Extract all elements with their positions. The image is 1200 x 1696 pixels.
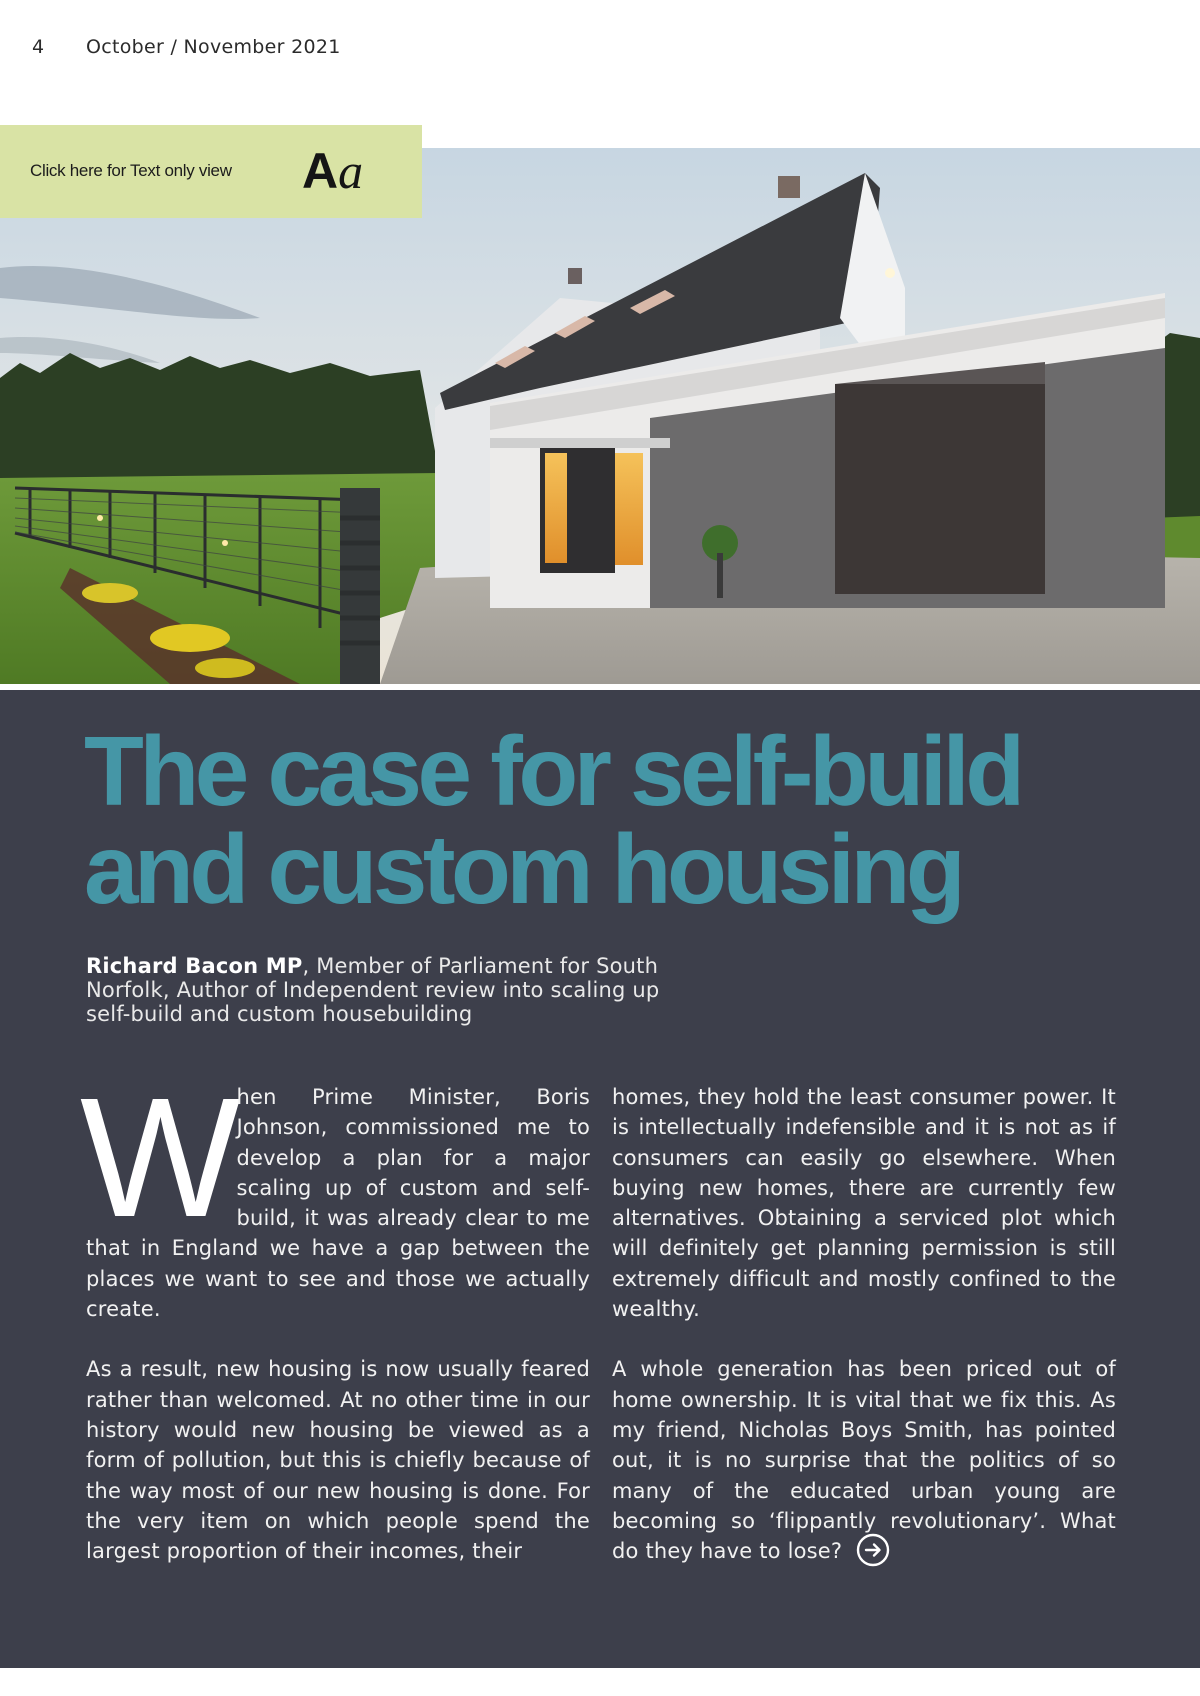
paragraph-1 — [80, 1063, 590, 1324]
paragraph-3-text: A whole generation has been priced out of home ownership. It is vital that we fix this. As my friend, Nicholas Boys Smith, has pointed out, it is no surprise that the politics of so many of the educated urban young are becoming so ‘flippantly revolutionary’. What do they have to lose? — [612, 1357, 1116, 1564]
article-panel — [0, 690, 1200, 1668]
paragraph-3 — [612, 1354, 1116, 1567]
text-only-view-button[interactable] — [0, 125, 422, 218]
page-footer-band — [0, 1668, 1200, 1696]
paragraph-2 — [86, 1354, 590, 1566]
headline-line-1: The case for self-build — [84, 716, 1021, 826]
arrow-right-circle-icon[interactable] — [856, 1533, 890, 1567]
drop-cap: W — [80, 1063, 231, 1253]
text-size-icon-small: a — [338, 143, 364, 199]
article-headline — [84, 716, 1124, 924]
article-column-right — [612, 1082, 1116, 1567]
byline — [86, 954, 686, 1026]
text-size-icon-big: A — [302, 143, 339, 199]
author-name: Richard Bacon MP — [86, 954, 303, 978]
paragraph-1-text: hen Prime Minister, Boris Johnson, commissioned me to develop a plan for a major scaling up of custom and self-build, it was already clear to me that in England we have a gap between the places we want to see and those we actually create. — [86, 1085, 590, 1322]
paragraph-2-text-part-2: homes, they hold the least consumer power. It is intellectually indefensible and it is not as if consumers can easily go elsewhere. When buying new homes, there are currently few alternatives. Obtaining a serviced plot which will definitely get planning permission is still extremely difficult and mostly confined to the wealthy. — [612, 1085, 1116, 1322]
paragraph-2-continued — [612, 1082, 1116, 1324]
text-size-icon — [302, 141, 363, 201]
issue-date: October / November 2021 — [86, 36, 341, 58]
headline-line-2: and custom housing — [84, 814, 962, 924]
text-only-view-label: Click here for Text only view — [30, 161, 232, 180]
article-column-left — [80, 1063, 590, 1566]
house-photo — [0, 148, 1200, 684]
page-number: 4 — [32, 36, 45, 58]
author-role: , Member of Parliament for South Norfolk, Author of Independent review into scaling up self-build and custom housebuilding — [86, 954, 660, 1026]
paragraph-2-text-part-1: As a result, new housing is now usually feared rather than welcomed. At no other time in our history would new housing be viewed as a form of pollution, but this is chiefly because of the way most of our new housing is done. For the very item on which people spend the largest proportion of their incomes, their — [86, 1357, 590, 1564]
